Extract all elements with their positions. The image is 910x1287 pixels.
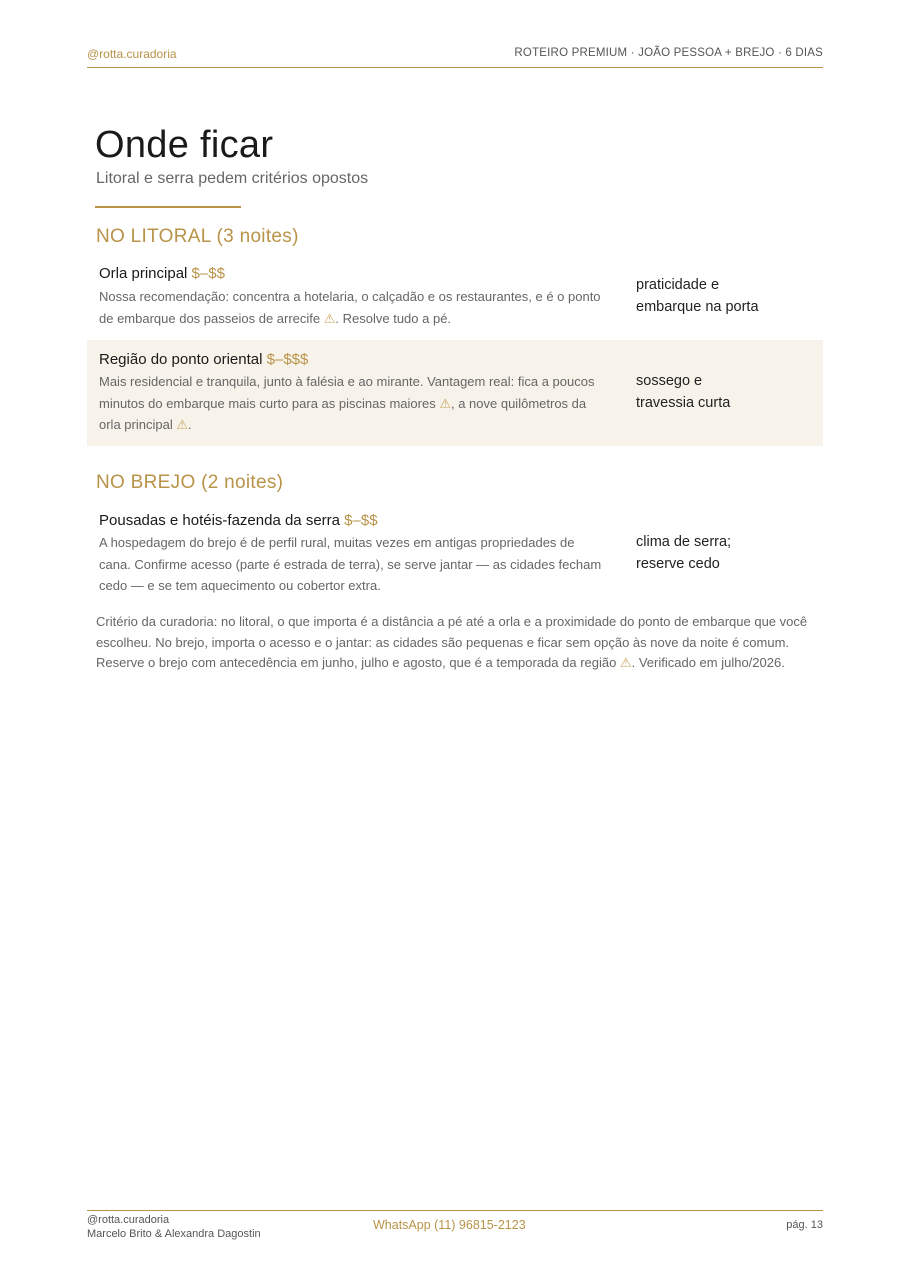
lodging-name [99, 512, 378, 529]
lodging-description-text: Nossa recomendação: concentra a hotelaria, o calçadão e os restaurantes, e é o ponto de embarque dos passeios de arrecife [99, 289, 601, 326]
lodging-description-text: . Resolve tudo a pé. [335, 310, 452, 326]
lodging-row-pousadas-serra [87, 505, 823, 597]
lodging-note-line: clima de serra; [636, 534, 732, 550]
footer-whatsapp-contact: WhatsApp (11) 96815-2123 [373, 1218, 526, 1232]
lodging-note [636, 274, 806, 318]
lodging-row-ponto-oriental [87, 340, 823, 446]
lodging-description: A hospedagem do brejo é de perfil rural, muitas vezes em antigas propriedades de cana. Confirme acesso (parte é estrada de terra), se serve jantar — as cidades fecham cedo — e se tem aquecimento ou cobertor extra. [99, 535, 602, 593]
header-handle: @rotta.curadoria [87, 47, 177, 61]
criterion-text: . Verificado em julho/2026. [631, 655, 785, 670]
lodging-description-text: . [187, 417, 192, 432]
lodging-note-line: reserve cedo [636, 556, 720, 572]
price-range: $–$$$ [266, 351, 309, 368]
lodging-note [636, 531, 806, 575]
price-range: $–$$ [191, 265, 225, 282]
lodging-description [99, 371, 609, 436]
lodging-note-line: embarque na porta [636, 299, 759, 315]
lodging-name [99, 351, 308, 368]
title-divider [95, 206, 241, 208]
section-heading-brejo: NO BREJO (2 noites) [96, 472, 284, 493]
warning-triangle-icon: ⚠ [176, 417, 188, 432]
lodging-note-line: praticidade e [636, 277, 720, 293]
lodging-note [636, 370, 806, 414]
price-range: $–$$ [344, 512, 378, 529]
page-footer [87, 1210, 823, 1250]
lodging-description [99, 286, 609, 329]
footer-authors: Marcelo Brito & Alexandra Dagostin [87, 1228, 261, 1240]
lodging-description-text: , a nove quilômetros da orla principal [99, 395, 587, 432]
lodging-note-line: travessia curta [636, 395, 731, 411]
criterion-text: Critério da curadoria: no litoral, o que importa é a distância a pé até a orla e a proximidade do ponto de embarque que você escolheu. No brejo, importa o acesso e o jantar: as cidades são pequenas e ficar sem opção às nove da noite é comum. Reserve o brejo com antecedência em junho, julho e agosto, que é a temporada da região [96, 614, 808, 670]
header-document-title: ROTEIRO PREMIUM · JOÃO PESSOA + BREJO · 6 DIAS [514, 47, 823, 59]
lodging-note-line: sossego e [636, 373, 703, 389]
section-heading-litoral: NO LITORAL (3 noites) [96, 226, 299, 247]
warning-triangle-icon: ⚠ [323, 310, 336, 326]
footer-handle: @rotta.curadoria [87, 1214, 170, 1226]
curation-criterion-note [96, 612, 816, 674]
page-number: pág. 13 [786, 1219, 823, 1231]
lodging-description-text: Mais residencial e tranquila, junto à falésia e ao mirante. Vantagem real: fica a poucos minutos do embarque mais curto para as piscinas maiores [99, 374, 595, 411]
lodging-name-text: Região do ponto oriental [99, 351, 263, 368]
lodging-row-orla-principal [87, 258, 823, 340]
warning-triangle-icon: ⚠ [439, 395, 451, 411]
lodging-name-text: Orla principal [99, 265, 188, 282]
page-subtitle: Litoral e serra pedem critérios opostos [96, 170, 369, 187]
warning-triangle-icon: ⚠ [619, 655, 632, 670]
page-header [87, 46, 823, 68]
lodging-name [99, 265, 225, 282]
page-title: Onde ficar [95, 124, 274, 166]
lodging-name-text: Pousadas e hotéis-fazenda da serra [99, 512, 340, 529]
